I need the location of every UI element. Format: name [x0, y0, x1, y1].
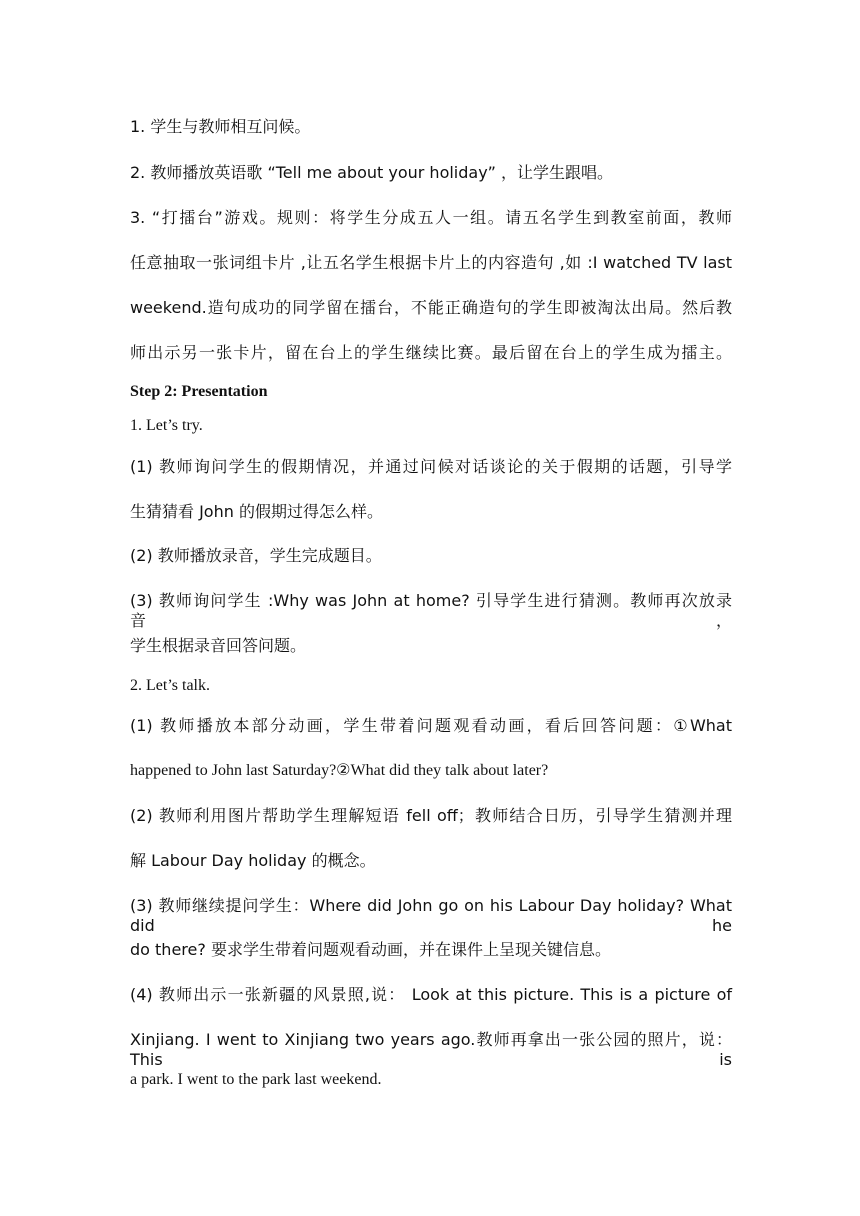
try-item-2: (2) 教师播放录音，学生完成题目。: [130, 546, 382, 565]
warmup-step-3-line-4: 师出示另一张卡片，留在台上的学生继续比赛。最后留在台上的学生成为擂主。: [130, 343, 732, 362]
try-item-1-line-1: (1) 教师询问学生的假期情况，并通过问候对话谈论的关于假期的话题，引导学: [130, 457, 732, 476]
talk-item-2-line-1: (2) 教师利用图片帮助学生理解短语 fell off；教师结合日历，引导学生猜测并理: [130, 806, 732, 825]
try-item-3-line-1: (3) 教师询问学生 :Why was John at home? 引导学生进行猜测。教师再次放录音，: [130, 591, 732, 630]
try-item-3-line-2: 学生根据录音回答问题。: [130, 636, 307, 655]
talk-item-1-line-1: (1) 教师播放本部分动画，学生带着问题观看动画，看后回答问题：①What: [130, 716, 732, 735]
try-item-1-line-2: 生猜猜看 John 的假期过得怎么样。: [130, 502, 383, 521]
section-heading: Step 2: Presentation: [130, 383, 268, 400]
talk-item-3-line-2: do there? 要求学生带着问题观看动画，并在课件上呈现关键信息。: [130, 940, 611, 959]
talk-item-1-line-2: happened to John last Saturday?②What did they talk about later?: [130, 762, 549, 779]
warmup-step-3-line-2: 任意抽取一张词组卡片 ,让五名学生根据卡片上的内容造句 ,如 :I watched TV last: [130, 253, 732, 272]
talk-item-2-line-2: 解 Labour Day holiday 的概念。: [130, 851, 376, 870]
talk-item-4-line-1: (4) 教师出示一张新疆的风景照,说： Look at this picture. This is a picture of: [130, 985, 732, 1004]
warmup-step-1: 1. 学生与教师相互问候。: [130, 117, 311, 136]
subsection-lets-talk: 2. Let’s talk.: [130, 677, 210, 694]
warmup-step-3-line-3: weekend.造句成功的同学留在擂台，不能正确造句的学生即被淘汰出局。然后教: [130, 298, 732, 317]
talk-item-4-line-3: a park. I went to the park last weekend.: [130, 1071, 382, 1088]
warmup-step-3-line-1: 3. “打擂台”游戏。规则：将学生分成五人一组。请五名学生到教室前面，教师: [130, 208, 732, 227]
subsection-lets-try: 1. Let’s try.: [130, 417, 203, 434]
talk-item-3-line-1: (3) 教师继续提问学生：Where did John go on his Labour Day holiday? What did he: [130, 896, 732, 935]
talk-item-4-line-2: Xinjiang. I went to Xinjiang two years ago.教师再拿出一张公园的照片，说：This is: [130, 1030, 732, 1069]
warmup-step-2: 2. 教师播放英语歌 “Tell me about your holiday” ，让学生跟唱。: [130, 163, 614, 182]
